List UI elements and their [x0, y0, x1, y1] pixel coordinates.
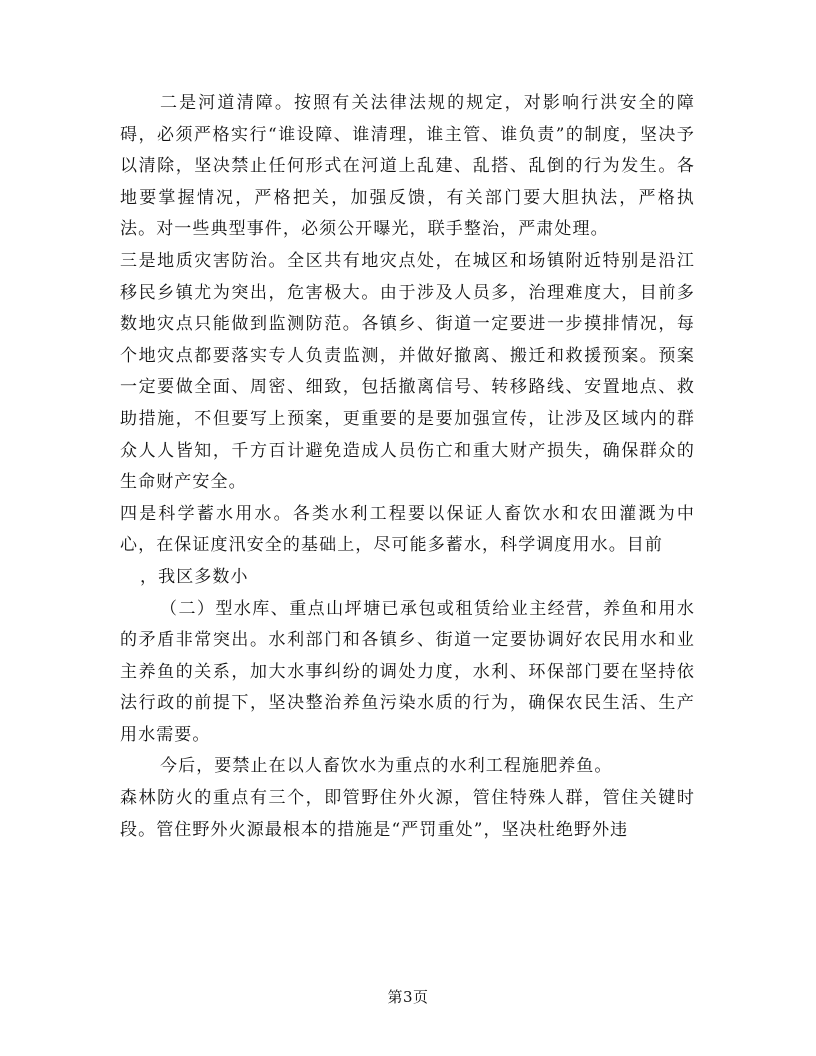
paragraph-geological-hazards: 三是地质灾害防治。全区共有地灾点处，在城区和场镇附近特别是沿江移民乡镇尤为突出，危害极大。由于涉及人员多，治理难度大，目前多数地灾点只能做到监测防范。各镇乡、街道一定要进一步摸排情况，每个地灾点都要落实专人负责监测，并做好撤离、搬迁和救援预案。预案一定要做全面、周密、细致，包括撤离信号、转移路线、安置地点、救助措施，不但要写上预案，更重要的是要加强宣传，让涉及区域内的群众人人皆知，千方百计避免造成人员伤亡和重大财产损失，确保群众的生命财产安全。	[120, 250, 695, 493]
document-body	[120, 88, 695, 846]
paragraph-water-storage: 四是科学蓄水用水。各类水利工程要以保证人畜饮水和农田灌溉为中心，在保证度汛安全的基础上，尽可能多蓄水，科学调度用水。目前	[120, 503, 695, 556]
paragraph-forest-fire: 森林防火的重点有三个，即管野住外火源，管住特殊人群，管住关键时段。管住野外火源最根本的措施是“严罚重处”，坚决杜绝野外违	[120, 788, 695, 840]
page-number: 第3页	[387, 988, 429, 1006]
paragraph-river-clearing: 二是河道清障。按照有关法律法规的规定，对影响行洪安全的障碍，必须严格实行“谁设障、谁清理，谁主管、谁负责”的制度，坚决予以清除，坚决禁止任何形式在河道上乱建、乱搭、乱倒的行为发生。各地要掌握情况，严格把关，加强反馈，有关部门要大胆执法，严格执法。对一些典型事件，必须公开曝光，联手整治，严肃处理。	[120, 93, 695, 240]
paragraph-fertilizer-ban: 今后，要禁止在以人畜饮水为重点的水利工程施肥养鱼。	[160, 756, 613, 777]
paragraph-fragment: ，我区多数小	[140, 566, 249, 587]
paragraph-reservoirs: （二）型水库、重点山坪塘已承包或租赁给业主经营，养鱼和用水的矛盾非常突出。水利部门和各镇乡、街道一定要协调好农民用水和业主养鱼的关系，加大水事纠纷的调处力度，水利、环保部门要在坚持依法行政的前提下，坚决整治养鱼污染水质的行为，确保农民生活、生产用水需要。	[120, 598, 695, 745]
